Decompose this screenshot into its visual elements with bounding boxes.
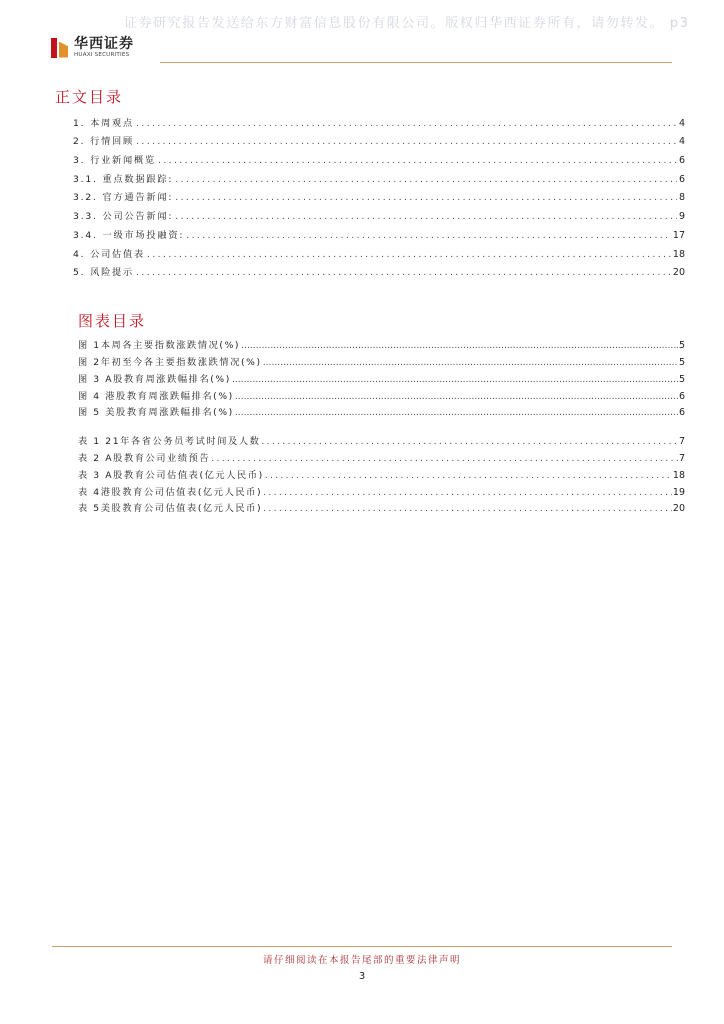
toc-item-label: 5. 风险提示	[73, 267, 135, 279]
leader-dots	[265, 470, 672, 481]
footer-disclaimer: 请仔细阅读在本报告尾部的重要法律声明	[262, 955, 461, 966]
toc-item-page: 17	[672, 229, 685, 241]
toc-item-label: 4. 公司估值表	[73, 248, 146, 260]
figure-item[interactable]	[78, 368, 685, 385]
leader-dots	[136, 136, 677, 147]
table-list	[78, 430, 685, 514]
toc-item-label: 3.1. 重点数据跟踪:	[73, 173, 174, 185]
page-number: 3	[358, 971, 366, 982]
leader-dots	[235, 391, 678, 402]
toc-item[interactable]	[73, 203, 685, 222]
table-item-page: 20	[672, 503, 685, 515]
leader-dots	[232, 374, 678, 385]
leader-dots	[175, 174, 677, 185]
figure-item-page: 5	[678, 339, 685, 351]
logo-name-cn: 华西证券	[74, 36, 134, 52]
leader-dots	[263, 487, 672, 498]
toc-item[interactable]	[73, 241, 685, 260]
toc-title: 正文目录	[55, 88, 124, 106]
logo-icon	[50, 37, 70, 59]
figure-list	[78, 334, 685, 418]
toc-item[interactable]	[73, 222, 685, 241]
figure-item-label: 图 5 美股教育周涨跌幅排名(%)	[78, 407, 234, 419]
figure-item-label: 图 4 港股教育周涨跌幅排名(%)	[78, 390, 234, 402]
table-item[interactable]	[78, 498, 685, 515]
toc-item-label: 1. 本周观点	[73, 117, 135, 129]
leader-dots	[235, 407, 678, 418]
figure-item-page: 5	[678, 373, 685, 385]
toc-item-page: 8	[678, 192, 685, 204]
logo-name-en: HUAXI SECURITIES	[74, 52, 130, 58]
table-item-page: 19	[672, 486, 685, 498]
watermark-text: 证券研究报告发送给东方财富信息股份有限公司。版权归华西证券所有，请勿转发。 p3	[124, 16, 690, 31]
figure-item-label: 图 2年初至今各主要指数涨跌情况(%)	[78, 356, 262, 368]
figure-item[interactable]	[78, 385, 685, 402]
figure-item-page: 6	[678, 390, 685, 402]
figure-item[interactable]	[78, 351, 685, 368]
toc-item-page: 4	[678, 136, 685, 148]
company-logo	[50, 36, 134, 59]
figure-item[interactable]	[78, 402, 685, 419]
toc-item-label: 3.3. 公司公告新闻:	[73, 211, 174, 223]
toc-item[interactable]	[73, 185, 685, 204]
table-item[interactable]	[78, 430, 685, 447]
toc-item-label: 3.4. 一级市场投融资:	[73, 229, 185, 241]
table-item-page: 7	[678, 435, 685, 447]
leader-dots	[175, 211, 677, 222]
leader-dots	[186, 230, 671, 241]
figure-item-label: 图 3 A股教育周涨跌幅排名(%)	[78, 373, 231, 385]
leader-dots	[136, 267, 671, 278]
figure-item-label: 图 1本周各主要指数涨跌情况(%)	[78, 339, 241, 351]
toc-item-page: 18	[672, 248, 685, 260]
toc-item[interactable]	[73, 260, 685, 279]
table-item-page: 7	[678, 452, 685, 464]
toc-item-page: 20	[672, 267, 685, 279]
footer-divider	[52, 946, 672, 947]
toc-item[interactable]	[73, 147, 685, 166]
leader-dots	[261, 436, 678, 447]
leader-dots	[211, 453, 678, 464]
table-item[interactable]	[78, 464, 685, 481]
figure-item[interactable]	[78, 334, 685, 351]
toc-item-page: 4	[678, 117, 685, 129]
table-item-label: 表 1 21年各省公务员考试时间及人数	[78, 435, 261, 447]
toc-item-page: 6	[678, 155, 685, 167]
table-item[interactable]	[78, 447, 685, 464]
toc-item-page: 6	[678, 173, 685, 185]
toc-item-label: 3.2. 官方通告新闻:	[73, 192, 174, 204]
leader-dots	[263, 357, 678, 368]
toc-item-label: 2. 行情回顾	[73, 136, 135, 148]
toc-item[interactable]	[73, 129, 685, 148]
figures-title: 图表目录	[78, 312, 147, 330]
table-item-page: 18	[672, 469, 685, 481]
leader-dots	[241, 340, 678, 351]
table-item-label: 表 3 A股教育公司估值表(亿元人民币)	[78, 469, 264, 481]
table-item-label: 表 4港股教育公司估值表(亿元人民币)	[78, 486, 263, 498]
table-item-label: 表 2 A股教育公司业绩预告	[78, 452, 211, 464]
header-divider	[160, 62, 672, 63]
table-item-label: 表 5美股教育公司估值表(亿元人民币)	[78, 503, 263, 515]
toc-item[interactable]	[73, 166, 685, 185]
toc-list	[73, 110, 685, 278]
leader-dots	[175, 192, 677, 203]
leader-dots	[147, 249, 671, 260]
leader-dots	[263, 503, 672, 514]
figure-item-page: 5	[678, 356, 685, 368]
toc-item[interactable]	[73, 110, 685, 129]
figure-item-page: 6	[678, 407, 685, 419]
toc-item-page: 9	[678, 211, 685, 223]
toc-item-label: 3. 行业新闻概览	[73, 155, 157, 167]
table-item[interactable]	[78, 481, 685, 498]
leader-dots	[136, 118, 677, 129]
leader-dots	[158, 155, 677, 166]
